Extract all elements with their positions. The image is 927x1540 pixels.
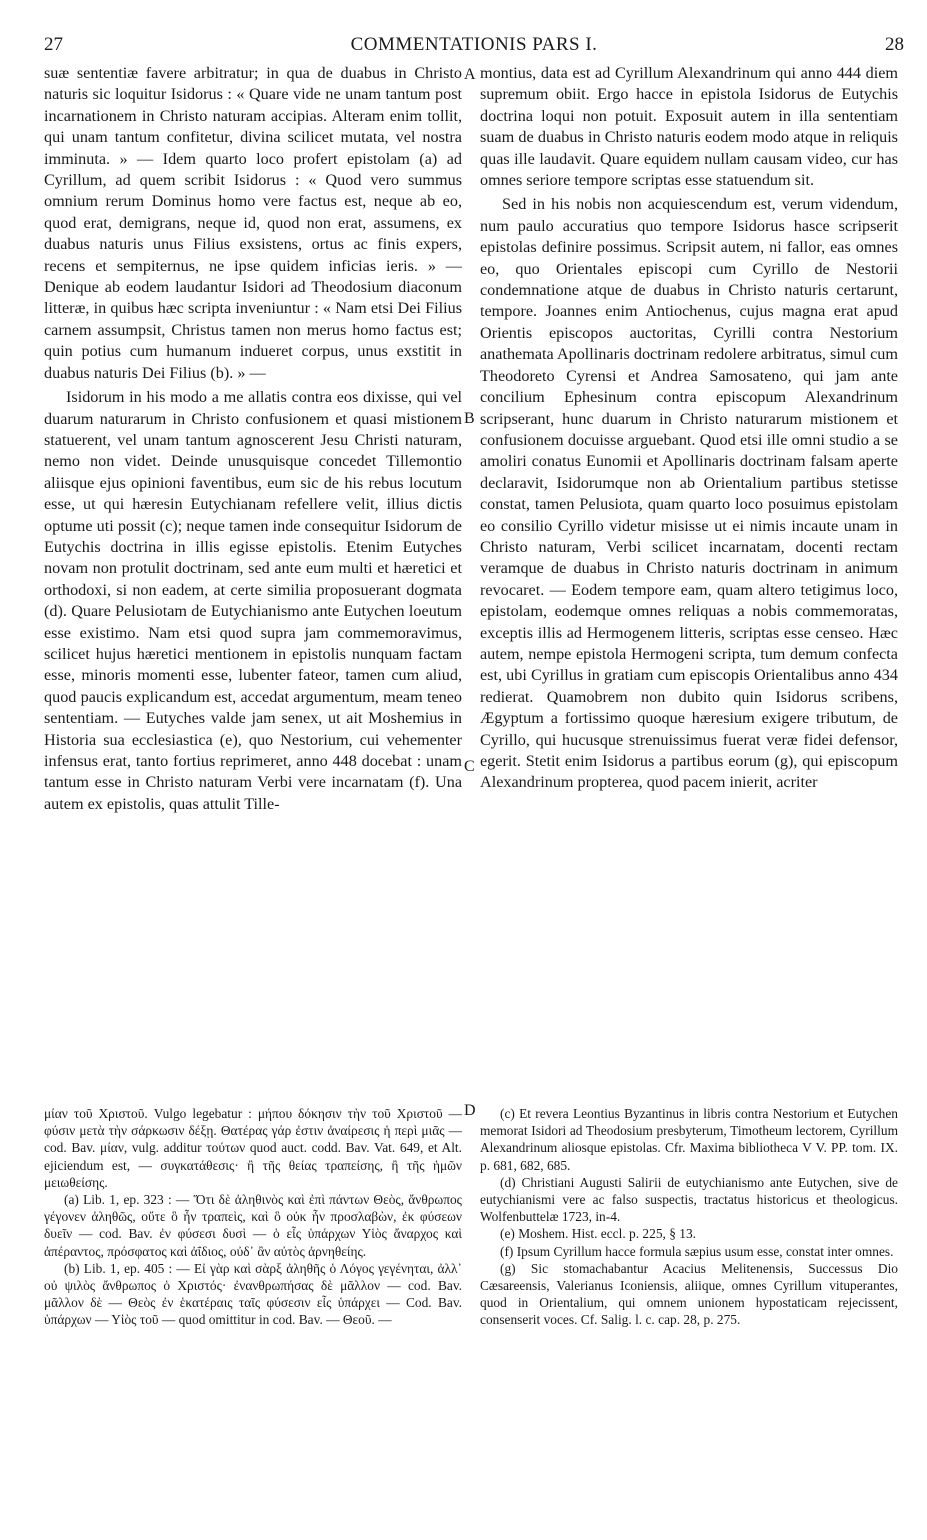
page-header xyxy=(44,34,904,58)
footnote: (c) Et revera Leontius Byzantinus in libris contra Nestorium et Eutychen memorat Isidori ad Theodosium presbyterum, Timotheum lectorem, Cyrillum Alexandrinum aliosque epistolas. Cfr. Maxima bibliotheca V V. PP. tom. IX. p. 681, 682, 685. xyxy=(480,1106,898,1173)
footnote: (a) Lib. 1, ep. 323 : — Ὅτι δὲ ἀληθινὸς καὶ ἐπὶ πάντων Θεὸς, ἄνθρωπος γέγονεν ἀληθῶς, οὔτε ὃ ἦν τραπεὶς, καὶ ὃ οὐκ ἦν προσλαβὼν, ἐκ φύσεων δυεῖν — cod. Bav. ἐν φύσεσι δυσὶ — ὁ εἷς ὑπάρχων Υἱὸς ἄναρχος καὶ ἀπέραντος, πρόσφατος καὶ ἀΐδιος, οὐδ᾽ ἂν αὐτὸς ἀρνηθείης. xyxy=(44,1192,462,1259)
margin-marker-b: B xyxy=(464,410,475,427)
footnote: (e) Moshem. Hist. eccl. p. 225, § 13. xyxy=(500,1226,696,1242)
margin-marker-d: D xyxy=(464,1102,476,1119)
paragraph: Isidorum in his modo a me allatis contra eos dixisse, qui vel duarum naturarum in Christo confusionem et quasi mistionem statuerent, vel unam tantum agnoscerent Jesu Christi naturam, nemo non videt. Deinde unusquisque concedet Tillemontio aliisque ejus opinioni faventibus, eum sic de his rebus locutum esse, ut qui hæresin Eutychianam refellere velit, illius dictis optume uti possit (c); neque tamen inde consequitur Isidorum de Eutychis doctrina in illis egisse epistolis. Etenim Eutyches novam non protulit doctrinam, sed ante eum multi et hæretici et orthodoxi, si non eadem, at certe similia proposuerant dogmata (d). Quare Pelusiotam de Eutychianismo ante Eutychen loeutum esse existimo. Nam etsi quod supra jam commemoravimus, scilicet hujus hæretici mentionem in epistolis nunquam factam esse, minoris momenti esse, lubenter fateor, tamen cum aliud, quod paucis explicandum est, accedat argumentum, meam teneo sententiam. — Eutyches valde jam senex, ut ait Moshemius in Historia sua ecclesiastica (e), quo Nestorium, cui vehementer infensus erat, tanto fortius reprimeret, anno 448 docebat : unam tantum esse in Christo naturam Verbi vere incarnatam (f). Una autem ex epistolis, quas attulit Tille- xyxy=(44,388,462,813)
margin-marker-a: A xyxy=(464,66,476,83)
paragraph: Sed in his nobis non acquiescendum est, verum videndum, num paulo accuratius quo tempore Isidorus hasce scripserit epistolas definire possimus. Scripsit autem, ni fallor, eas omnes eo, quo Orientales episcopi cum Cyrillo de Nestorii condemnatione atque de duabus in Christo naturis certarunt, tempore. Joannes enim Antiochenus, cujus magna erat apud Orientis episcopos auctoritas, Cyrilli contra Nestorium anathemata Apollinaris doctrinam redolere arbitratus, simul cum Theodoreto Cyrensi et Andrea Samosateno, qui jam ante concilium Ephesinum contra episcopum Alexandrinum scripserant, hunc duarum in Christo naturarum mistionem et confusionem docuisse arguebant. Quod etsi ille omni studio a se amoliri conatus Eunomii et Apollinaris doctrinam falsam aperte declaravit, Isidorumque non ab Orientalium partibus stetisse constat, tamen Pelusiota, quam quarto loco posuimus epistolam eo consilio Cyrillo videtur misisse ut ei nimis incaute unam in Christo naturam, Verbi scilicet incarnatam, docenti rectam veramque de duabus in Christo naturis doctrinam in animum revocaret. — Eodem tempore eam, quam altero tetigimus loco, epistolam, eodemque omnes reliquas a nobis commemoratas, exceptis illis ad Hermogenem litteris, scriptas esse censeo. Hæc autem, nempe epistola Hermogeni scripta, tum demum confecta est, ubi Cyrillus in gratiam cum episcopis Orientalibus anno 434 redierat. Quamobrem non dubito quin Isidorus scribens, Ægyptum a fortissimo quoque hæresium exigere tributum, de Cyrillo, qui hucusque strenuissimus fuerat veræ fidei defensor, egerit. Stetit enim Isidorus a partibus eorum (g), qui episcopum Alexandrinum propterea, quod pacem inierit, acriter xyxy=(480,195,898,792)
footnotes-left xyxy=(44,1105,462,1329)
footnote: (g) Sic stomachabantur Acacius Melitenensis, Successus Dio Cæsareensis, Valerianus Iconiensis, aliique, omnes Cyrillum vituperantes, quod in Orientalium, qui omnem unionem hypostaticam rejecissent, consenserit voces. Cf. Salig. l. c. cap. 28, p. 275. xyxy=(480,1260,898,1328)
footnote: μίαν τοῦ Χριστοῦ. Vulgo legebatur : μήπου δόκησιν τὴν τοῦ Χριστοῦ — φύσιν μετὰ τὴν σάρκωσιν δέξῃ. Θατέρας γάρ ἐστιν ἀναίρεσις ἡ περὶ μιᾶς — cod. Bav. μίαν, vulg. additur τούτων quod auct. codd. Bav. Vat. 649, et Alt. ejiciendum est, — συγκατάθεσις· ἢ τῆς θείας τραπείσης, ἢ τῆς ἡμῶν μειωθείσης. xyxy=(44,1106,462,1190)
paragraph: suæ sententiæ favere arbitratur; in qua de duabus in Christo naturis sic loquitur Isidorus : « Quare vide ne unam tantum post incarnationem in Christo naturam accipias. Alteram enim tollit, qui unam tantum confitetur, divina scilicet mutata, vel nostra imminuta. » — Idem quarto loco profert epistolam (a) ad Cyrillum, ad quem scribit Isidorus : « Quod vero summus omnium rerum Dominus homo vere factus est, neque ab eo, quod erat, demigrans, neque id, quod non erat, assumens, ex duabus naturis unus Filius exsistens, ortus ac finis expers, recens et sempiternus, ne ipse quidem inficias ieris. » — Denique ab eodem laudantur Isidori ad Theodosium diaconum litteræ, in quibus hæc scripta inveniuntur : « Nam etsi Dei Filius carnem assumpsit, Christus tamen non merus homo factus est; quin potius cum humanum indueret corpus, unus exstitit in duabus naturis Dei Filius (b). » — xyxy=(44,64,462,382)
footnotes-right xyxy=(480,1105,898,1329)
page-number-left: 27 xyxy=(44,34,63,55)
paragraph: montius, data est ad Cyrillum Alexandrinum qui anno 444 diem supremum obiit. Ergo hacce in epistola Isidorus de Eutychis doctrina loqui non potuit. Exposuit autem in illa sententiam suam de duabus in Christo naturis eodem modo atque in reliquis quas ille laudavit. Quare equidem nullam causam video, cur has omnes seriore tempore scriptas esse statuendum sit. xyxy=(480,64,898,190)
running-title: COMMENTATIONIS PARS I. xyxy=(350,34,598,55)
margin-marker-c: C xyxy=(464,758,475,775)
left-column xyxy=(44,63,462,815)
footnote: (d) Christiani Augusti Salігii de eutychianismo ante Eutychen, sive de eutychianismi vere ac falso suspectis, tractatus historicus et theologicus. Wolfenbuttelæ 1723, in-4. xyxy=(480,1174,898,1225)
footnote: (b) Lib. 1, ep. 405 : — Εἰ γὰρ καὶ σὰρξ ἀληθῆς ὁ Λόγος γεγένηται, ἀλλ᾽ οὐ ψιλὸς ἄνθρωπος ὁ Χριστός· ἐνανθρωπήσας δὲ μᾶλλον — cod. Bav. μᾶλλον δὲ — Θεὸς ἐν ἑκατέραις ταῖς φύσεσιν εἷς ὑπάρχει — Cod. Bav. ὑπάρχων — Υἱὸς τοῦ — quod omittitur in cod. Bav. — Θεοῦ. — xyxy=(44,1260,462,1328)
footnote: (f) Ipsum Cyrillum hacce formula sæpius usum esse, constat inter omnes. xyxy=(500,1243,894,1259)
page-number-right: 28 xyxy=(885,34,904,55)
right-column xyxy=(480,63,898,794)
